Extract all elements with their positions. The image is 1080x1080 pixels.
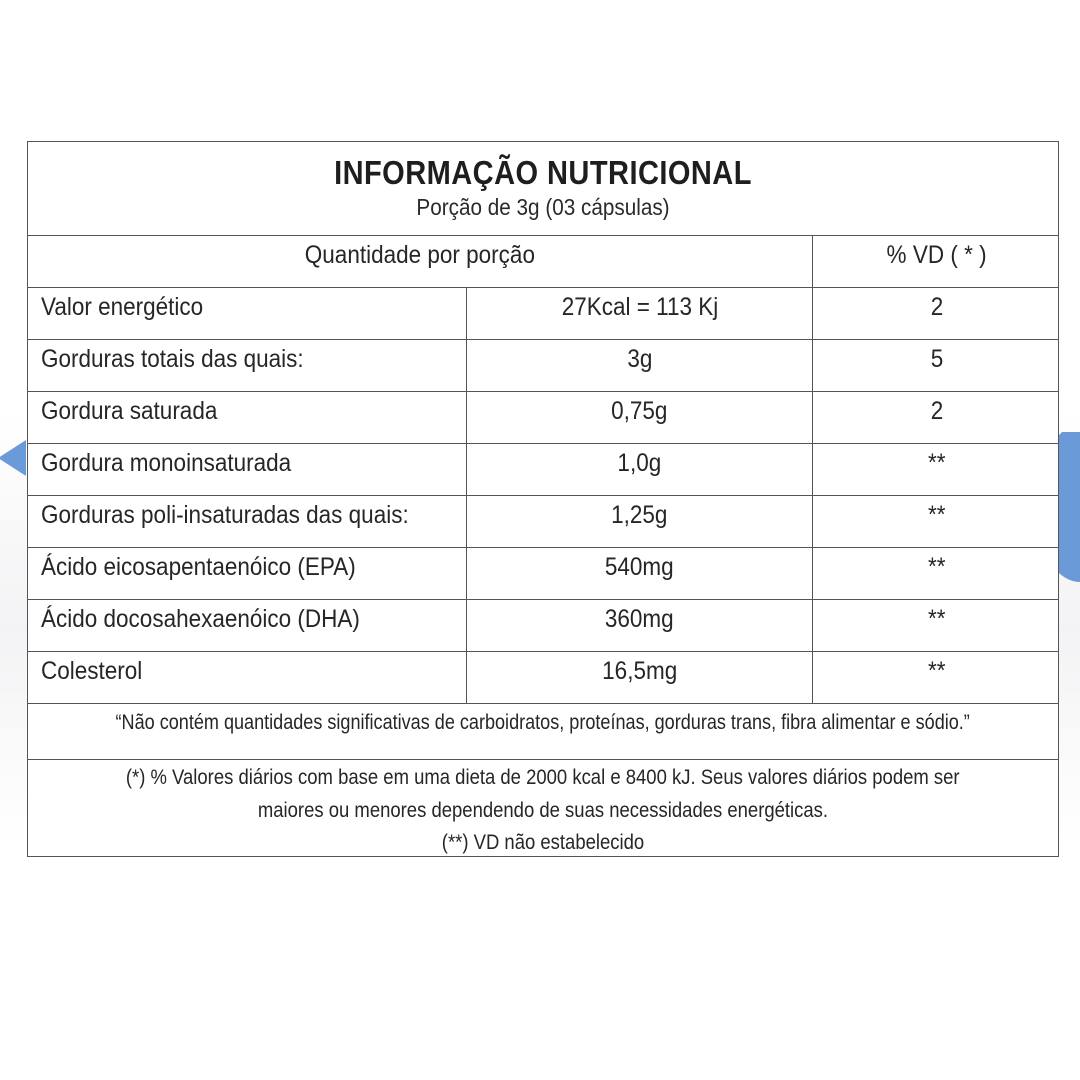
nutrient-vd: 5 (930, 345, 943, 373)
table-row (28, 496, 1058, 548)
footnotes (28, 762, 1058, 860)
vd-header: % VD ( * ) (886, 241, 987, 269)
footnote-daily-values-cont: maiores ou menores dependendo de suas necessidades energéticas. (257, 798, 829, 822)
table-title: INFORMAÇÃO NUTRICIONAL (334, 154, 752, 191)
nutrient-vd: 2 (930, 397, 943, 425)
nutrient-name: Ácido eicosapentaenóico (EPA) (28, 548, 467, 599)
nutrient-amount: 540mg (467, 548, 813, 599)
decorative-arrow-left (0, 440, 26, 476)
nutrient-amount: 0,75g (467, 392, 813, 443)
nutrient-vd: ** (927, 605, 946, 633)
nutrient-vd: ** (927, 501, 946, 529)
serving-size: Porção de 3g (03 cápsulas) (416, 194, 670, 220)
table-row (28, 444, 1058, 496)
table-row (28, 600, 1058, 652)
table-row (28, 340, 1058, 392)
nutrient-name: Gordura saturada (28, 392, 467, 443)
nutrient-name: Gorduras poli-insaturadas das quais: (28, 496, 467, 547)
nutrient-name: Ácido docosahexaenóico (DHA) (28, 600, 467, 651)
nutrient-vd: ** (927, 449, 946, 477)
nutrient-amount: 16,5mg (467, 652, 813, 703)
nutrient-name: Colesterol (28, 652, 467, 703)
nutrient-amount: 1,0g (467, 444, 813, 495)
nutrient-amount: 360mg (467, 600, 813, 651)
table-title-block (28, 142, 1058, 236)
nutrient-name: Gordura monoinsaturada (28, 444, 467, 495)
table-header-row (28, 236, 1058, 288)
nutrient-amount: 27Kcal = 113 Kj (467, 288, 813, 339)
nutrient-name: Valor energético (28, 288, 467, 339)
nutrient-amount: 1,25g (467, 496, 813, 547)
nutrition-facts-table (27, 141, 1059, 857)
table-row (28, 288, 1058, 340)
quantity-header: Quantidade por porção (28, 236, 813, 287)
nutrient-amount: 3g (467, 340, 813, 391)
nutrient-name: Gorduras totais das quais: (28, 340, 467, 391)
nutrient-vd: 2 (930, 293, 943, 321)
footnote-vd-not-established: (**) VD não estabelecido (441, 831, 645, 854)
table-row (28, 652, 1058, 704)
nutrient-vd: ** (927, 657, 946, 685)
footnote-daily-values: (*) % Valores diários com base em uma dieta de 2000 kcal e 8400 kJ. Seus valores diários podem ser (126, 766, 960, 789)
not-significant-note: “Não contém quantidades significativas de carboidratos, proteínas, gorduras trans, fibra alimentar e sódio.” (28, 707, 1058, 760)
table-row (28, 392, 1058, 444)
table-row (28, 548, 1058, 600)
nutrient-vd: ** (927, 553, 946, 581)
